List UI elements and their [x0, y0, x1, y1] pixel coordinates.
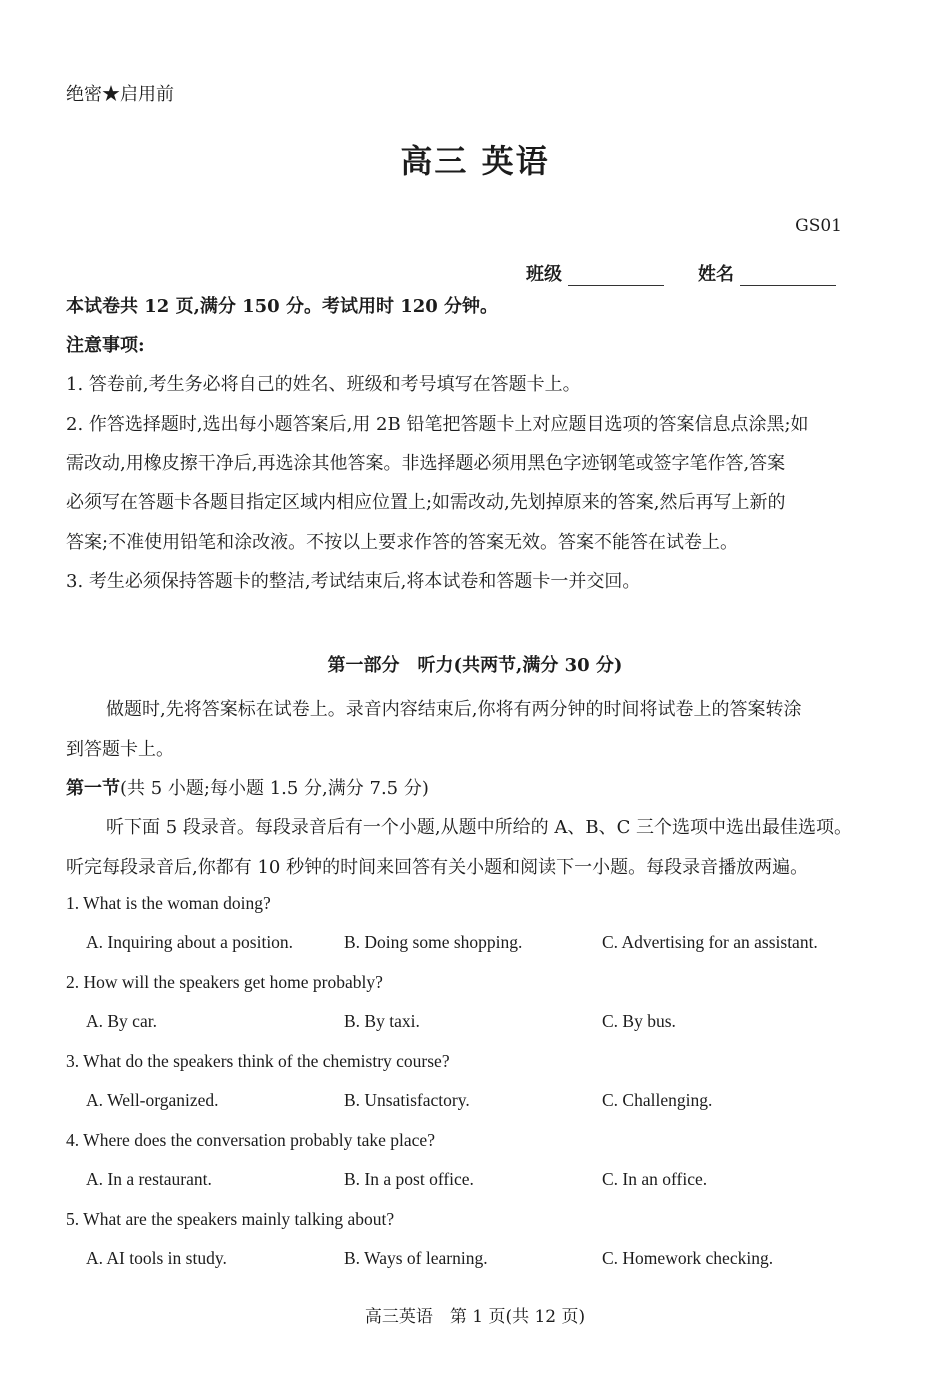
- notes-title: 注意事项:: [66, 335, 145, 356]
- option-b: B. By taxi.: [344, 1011, 420, 1031]
- part-intro-line: 到答题卡上。: [66, 739, 174, 760]
- option-c: C. Challenging.: [602, 1090, 713, 1110]
- section-heading: [66, 774, 429, 800]
- option-a: A. Well-organized.: [86, 1090, 219, 1110]
- note-line: 答案;不准使用铅笔和涂改液。不按以上要求作答的答案无效。答案不能答在试卷上。: [66, 532, 739, 553]
- name-blank: [740, 267, 836, 286]
- instruction-line: 听下面 5 段录音。每段录音后有一个小题,从题中所给的 A、B、C 三个选项中选出最佳选项。: [106, 817, 853, 838]
- exam-title: 高三 英语: [400, 142, 550, 180]
- question-text: 1. What is the woman doing?: [66, 893, 271, 913]
- part-intro-line: 做题时,先将答案标在试卷上。录音内容结束后,你将有两分钟的时间将试卷上的答案转涂: [106, 699, 802, 720]
- class-blank: [568, 267, 664, 286]
- option-a: A. Inquiring about a position.: [86, 932, 294, 952]
- question-text: 5. What are the speakers mainly talking about?: [66, 1209, 395, 1229]
- option-b: B. Unsatisfactory.: [344, 1090, 470, 1110]
- option-c: C. By bus.: [602, 1011, 676, 1031]
- exam-code: GS01: [795, 216, 842, 236]
- section-info: (共 5 小题;每小题 1.5 分,满分 7.5 分): [120, 778, 429, 799]
- option-c: C. Advertising for an assistant.: [602, 932, 818, 952]
- option-b: B. In a post office.: [344, 1169, 474, 1189]
- section-title: 第一节: [66, 778, 120, 799]
- confidential-label: 绝密★启用前: [66, 84, 174, 105]
- option-c: C. Homework checking.: [602, 1248, 774, 1268]
- exam-info: 本试卷共 12 页,满分 150 分。考试用时 120 分钟。: [66, 296, 499, 317]
- option-b: B. Ways of learning.: [344, 1248, 488, 1268]
- class-label: 班级: [526, 264, 562, 285]
- option-a: A. By car.: [86, 1011, 157, 1031]
- name-field: [698, 260, 836, 286]
- note-line: 必须写在答题卡各题目指定区域内相应位置上;如需改动,先划掉原来的答案,然后再写上新的: [66, 492, 786, 513]
- option-a: A. AI tools in study.: [86, 1248, 227, 1268]
- note-line: 1. 答卷前,考生务必将自己的姓名、班级和考号填写在答题卡上。: [66, 374, 581, 395]
- instruction-line: 听完每段录音后,你都有 10 秒钟的时间来回答有关小题和阅读下一小题。每段录音播放两遍。: [66, 857, 809, 878]
- option-a: A. In a restaurant.: [86, 1169, 212, 1189]
- part-heading: 第一部分 听力(共两节,满分 30 分): [327, 655, 623, 676]
- option-b: B. Doing some shopping.: [344, 932, 523, 952]
- note-line: 3. 考生必须保持答题卡的整洁,考试结束后,将本试卷和答题卡一并交回。: [66, 571, 641, 592]
- class-field: [526, 260, 664, 286]
- option-c: C. In an office.: [602, 1169, 708, 1189]
- question-text: 4. Where does the conversation probably take place?: [66, 1130, 435, 1150]
- question-text: 3. What do the speakers think of the chemistry course?: [66, 1051, 450, 1071]
- note-line: 2. 作答选择题时,选出每小题答案后,用 2B 铅笔把答题卡上对应题目选项的答案信息点涂黑;如: [66, 414, 809, 435]
- note-line: 需改动,用橡皮擦干净后,再选涂其他答案。非选择题必须用黑色字迹钢笔或签字笔作答,答案: [66, 453, 786, 474]
- question-text: 2. How will the speakers get home probably?: [66, 972, 383, 992]
- page-footer: 高三英语 第 1 页(共 12 页): [364, 1307, 586, 1327]
- name-label: 姓名: [698, 264, 734, 285]
